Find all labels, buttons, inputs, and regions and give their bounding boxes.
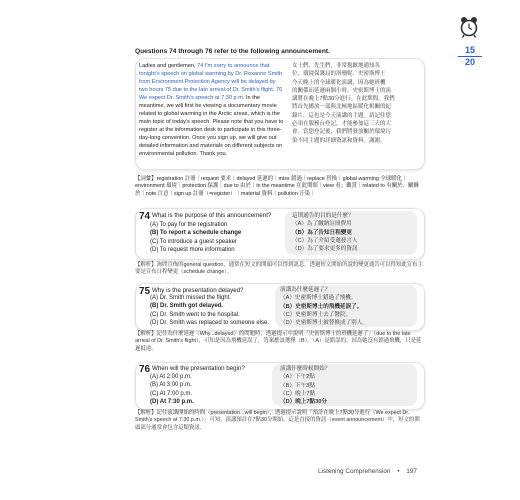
passage-segment: 74 I'm sorry to announce that	[197, 63, 270, 69]
q76-answer-line: （D）晚上7點30分	[280, 399, 327, 406]
passage-line	[139, 78, 289, 86]
q74-explanation: 【解析】詢問宣佈的general question，通常在短文的開頭可以得到訊息。透過短文開始所說的變更通告可以得知此宣布主要是宣布日程變更（schedule change）。	[135, 262, 423, 276]
q75-number: 75	[139, 286, 151, 297]
translation-line: 今天晚上的全球暖化演講，因為她班機	[292, 79, 386, 86]
q75-explanation: 【解析】記住為什麼延遲（Why...delayed）的問題時，透過提示中說明「史密斯博士的班機延遲了」（due to the late arrival of Dr. Smith's flight），可知是因為飛機延誤了，答案應該選擇（B）。（A）是錯誤的，因為她沒有錯過飛機，只是延遲抵達。	[135, 331, 422, 352]
alarm-clock-icon	[460, 16, 478, 38]
q74-option: (D) To request more information	[150, 246, 235, 253]
passage-text	[139, 62, 289, 158]
passage-segment: 75 due to the late arrival of Dr. Smith's flight.	[164, 87, 276, 93]
passage-segment: detailed information and materials on different subjects on	[139, 143, 283, 149]
q74-question: What is the purpose of this announcement?	[152, 212, 272, 219]
passage-line	[139, 126, 289, 134]
translation-line: 染不同主題的詳細資訊和資料。謝謝。	[292, 137, 386, 144]
passage-line	[139, 142, 289, 150]
passage-segment: Ladies and gentlemen,	[139, 63, 198, 69]
translation-line: 講將在晚上7點30分進行。在此期間，我們	[292, 96, 395, 103]
footer-label: Listening Comprehension	[318, 468, 391, 475]
q74-options	[150, 221, 241, 254]
q75-answer-zh	[280, 286, 368, 327]
vocab-block	[135, 176, 423, 198]
passage-line	[139, 118, 289, 126]
q75-option: (D) Dr. Smith was replaced to someone else.	[150, 319, 270, 326]
q76-explanation: 【解析】記住演講開始的時間（presentation...will begin），透過提示說明「預計在晚上7點30分進行（We expect Dr. Smith's speech at 7:30 p.m.）」可知，演講預計在7點30分開始，這是直接的資訊（event announcement）中，短文的開頭部分通常會包含這類資訊。	[135, 410, 420, 431]
footer	[318, 468, 417, 475]
q74-number: 74	[139, 211, 151, 222]
q74-option: (C) To introduce a guest speaker	[150, 238, 237, 245]
translation-line: 位，環境保護局的洛珊妮．史密斯博士	[292, 71, 386, 78]
q76-option: (B) At 3:00 p.m.	[150, 382, 192, 389]
q74-answer-line: （D）為了要求更多的資訊	[292, 246, 358, 253]
passage-segment: from Environment Protection Agency will be delayed by	[139, 79, 276, 85]
q76-options	[150, 373, 194, 406]
clock-number-bottom: 20	[464, 57, 475, 67]
q75-answer-line: （B）史密斯博士的飛機延誤了。	[280, 303, 363, 310]
q74-answer-zh	[292, 212, 358, 253]
q76-answer-line: （B）下午3點	[280, 382, 315, 389]
passage-line	[139, 134, 289, 142]
q76-option: (C) At 7:00 p.m.	[150, 390, 193, 397]
questions-header: Questions 74 through 76 refer to the following announcement.	[135, 48, 330, 55]
q75-option: (C) Dr. Smith went to the hospital.	[150, 311, 240, 318]
q76-answer-line: 演講什麼時候開始？	[280, 366, 331, 372]
passage-line	[139, 102, 289, 110]
q75-answer-line: 演講為什麼延遲了？	[280, 287, 331, 293]
q74-answer-line: （B）為了告知日程變更	[292, 229, 352, 236]
q74-option: (A) To pay for the registration	[150, 222, 228, 228]
q75-question: Why is the presentation delayed?	[152, 287, 244, 294]
passage-segment: meantime, we will first be viewing a documentary movie	[139, 103, 277, 109]
q76-answer-line: （C）晚上7點	[280, 390, 316, 397]
q76-answer-line: （A）下午2點	[280, 374, 315, 381]
passage-segment: main topic of today's speech. Please note that you have to	[139, 119, 284, 125]
q75-answer-line: （C）史密斯博士去了醫院。	[280, 311, 352, 318]
q76-option: (D) At 7:30 p.m.	[150, 398, 194, 405]
passage-translation	[292, 62, 420, 145]
q76-answer-zh	[280, 365, 330, 406]
passage-segment: two hours	[139, 87, 165, 93]
page-number: 197	[406, 468, 417, 475]
footer-bullet: •	[397, 468, 400, 475]
passage-segment: related to global warming in the Arctic areas, which is the	[139, 111, 280, 117]
passage-line	[139, 150, 289, 158]
translation-line: 的關係而延遲兩個小時，史密斯博士的演	[292, 87, 392, 94]
vocab-text: 【詞彙】registration 註冊｜request 要求｜delayed 延遲的｜miss 錯過｜replace 替換｜global warming 全球暖化｜environment 環境｜protection 保護｜due to 由於｜in the meantime 在此期間｜view 看；觀賞｜related to 有關於、關聯於｜note 注意｜sign up 註冊（=register）｜material 資料｜pollution 汙染｜	[135, 176, 419, 197]
passage-line	[139, 86, 289, 94]
passage-line	[139, 110, 289, 118]
q76-question: When will the presentation begin?	[152, 365, 245, 372]
clock-number-top: 15	[464, 45, 475, 55]
passage-segment: 76	[275, 87, 283, 93]
q75-answer-line: （A）史密斯博士錯過了飛機。	[280, 295, 357, 302]
passage-segment: day-long convention. Once you sign up, we will give out	[139, 135, 277, 141]
q75-option: (A) Dr. Smith missed the flight.	[150, 295, 232, 301]
passage-line	[139, 70, 289, 78]
q74-answer-line: （A）為了繳納註冊費用	[292, 221, 352, 228]
passage-line	[139, 62, 289, 70]
passage-segment: environmental pollution. Thank you.	[139, 151, 228, 157]
q74-answer-line: 這則通告的目的是什麼？	[292, 213, 354, 219]
passage-segment: tonight's speech on global warming by Dr. Roxanne Smith	[139, 71, 283, 77]
passage-segment: In the	[244, 95, 260, 101]
translation-line: 錄片，這也是今天演講的主題。請記住您	[292, 112, 392, 119]
q76-option: (A) At 2:00 p.m.	[150, 374, 192, 380]
passage-segment: register at the information desk to participate in this three-	[139, 127, 282, 133]
translation-line: 會。當您登記後，我們將發放關於環境污	[292, 129, 392, 136]
q75-option: (B) Dr. Smith got delayed.	[150, 303, 224, 310]
translation-line: 將首先播放一部與北極地區暖化相關的紀	[292, 104, 392, 111]
passage-line	[139, 94, 289, 102]
q76-number: 76	[139, 364, 151, 375]
q75-options	[150, 294, 269, 327]
passage-segment: We expect Dr. Smith's speech at 7:30 p.m.	[139, 95, 245, 101]
q74-answer-line: （C）為了介紹受邀發言人	[292, 237, 358, 244]
q74-option: (B) To report a schedule change	[150, 230, 242, 237]
translation-line: 女士們、先生們，非常抱歉地通知各	[292, 63, 381, 69]
translation-line: 必須在服務台登記，才能參加這三天的大	[292, 121, 392, 128]
q75-answer-line: （D）史密斯博士被替換成了別人。	[280, 320, 368, 327]
